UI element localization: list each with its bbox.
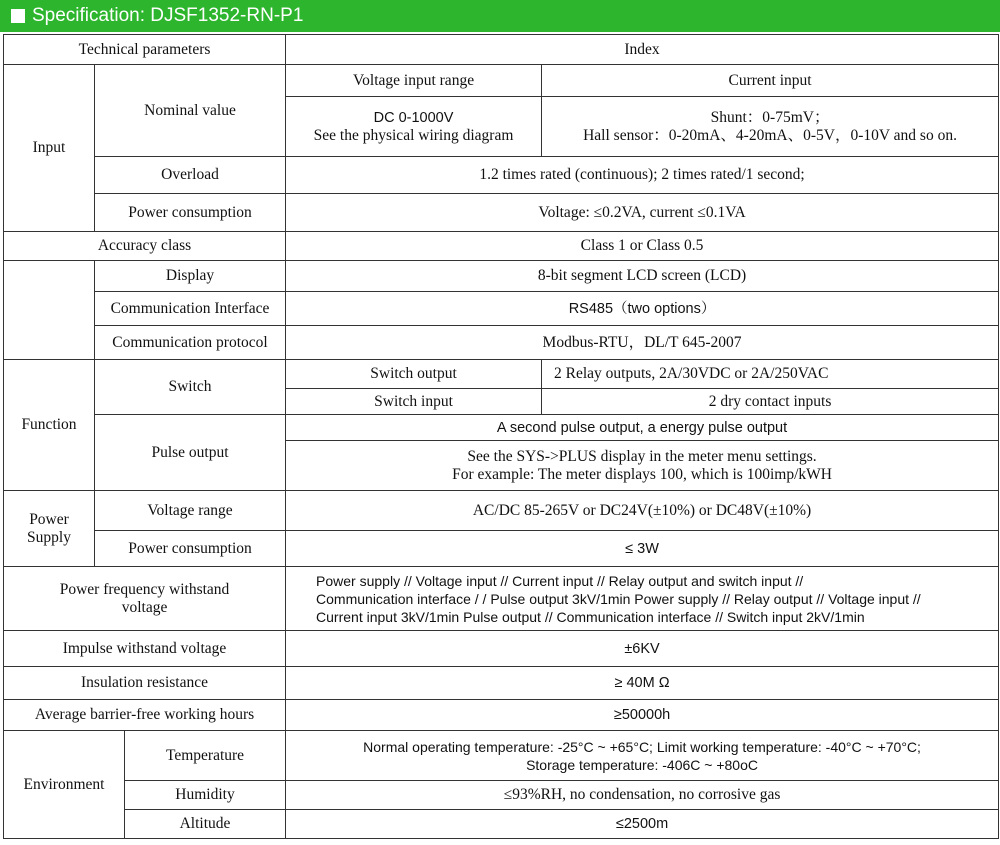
pulse-output-value-1: A second pulse output, a energy pulse output: [286, 415, 999, 441]
table-row: [4, 810, 999, 839]
table-row: [4, 567, 999, 631]
mtbf-label: Average barrier-free working hours: [4, 700, 286, 731]
ps-consumption-label: Power consumption: [95, 531, 286, 567]
humidity-value: ≤93%RH, no condensation, no corrosive gas: [286, 781, 999, 810]
overload-label: Overload: [95, 157, 286, 194]
table-row: [4, 157, 999, 194]
input-label: Input: [4, 65, 95, 232]
insulation-label: Insulation resistance: [4, 667, 286, 700]
table-row: [4, 232, 999, 261]
table-row: [4, 631, 999, 667]
temperature-value: Normal operating temperature: -25°C ~ +65°C; Limit working temperature: -40°C ~ +70°C; Storage temperature: -406C ~ +80oC: [286, 731, 999, 781]
spec-title: Specification: DJSF1352-RN-P1: [32, 5, 304, 26]
input-power-label: Power consumption: [95, 194, 286, 232]
impulse-label: Impulse withstand voltage: [4, 631, 286, 667]
current-input-value: Shunt：0-75mV； Hall sensor：0-20mA、4-20mA、0-5V，0-10V and so on.: [542, 97, 999, 157]
ps-voltage-value: AC/DC 85-265V or DC24V(±10%) or DC48V(±10%): [286, 491, 999, 531]
table-row: [4, 194, 999, 232]
switch-input-value: 2 dry contact inputs: [542, 389, 999, 415]
accuracy-value: Class 1 or Class 0.5: [286, 232, 999, 261]
display-value: 8-bit segment LCD screen (LCD): [286, 261, 999, 292]
switch-output-value: 2 Relay outputs, 2A/30VDC or 2A/250VAC: [542, 360, 999, 389]
withstand-label: Power frequency withstand voltage: [4, 567, 286, 631]
table-row: [4, 360, 999, 389]
table-row: [4, 65, 999, 97]
humidity-label: Humidity: [125, 781, 286, 810]
impulse-value: ±6KV: [286, 631, 999, 667]
pulse-output-value-2: See the SYS->PLUS display in the meter menu settings. For example: The meter displays 100, which is 100imp/kWH: [286, 441, 999, 491]
comm-protocol-value: Modbus-RTU，DL/T 645-2007: [286, 326, 999, 360]
comm-group-label: [4, 261, 95, 360]
table-row: [4, 326, 999, 360]
comm-protocol-label: Communication protocol: [95, 326, 286, 360]
table-row: [4, 531, 999, 567]
accuracy-label: Accuracy class: [4, 232, 286, 261]
voltage-range-head: Voltage input range: [286, 65, 542, 97]
withstand-value: Power supply // Voltage input // Current input // Relay output and switch input // Communication interface / / Pulse output 3kV/1min Power supply // Relay output // Voltage input // Current input 3kV/1min Pulse output // Communication interface // Switch input 2kV/1min: [286, 567, 999, 631]
table-row: [4, 292, 999, 326]
current-input-head: Current input: [542, 65, 999, 97]
comm-interface-value: RS485（two options）: [286, 292, 999, 326]
nominal-value-label: Nominal value: [95, 65, 286, 157]
display-label: Display: [95, 261, 286, 292]
environment-label: Environment: [4, 731, 125, 839]
table-row: [4, 731, 999, 781]
voltage-range-value: DC 0-1000V See the physical wiring diagram: [286, 97, 542, 157]
switch-label: Switch: [95, 360, 286, 415]
header-index: Index: [286, 35, 999, 65]
square-bullet-icon: [11, 9, 25, 23]
power-supply-label: Power Supply: [4, 491, 95, 567]
spec-table: [3, 34, 999, 839]
temperature-label: Temperature: [125, 731, 286, 781]
insulation-value: ≥ 40M Ω: [286, 667, 999, 700]
ps-voltage-label: Voltage range: [95, 491, 286, 531]
overload-value: 1.2 times rated (continuous); 2 times rated/1 second;: [286, 157, 999, 194]
switch-output-label: Switch output: [286, 360, 542, 389]
table-header-row: [4, 35, 999, 65]
table-row: [4, 781, 999, 810]
switch-input-label: Switch input: [286, 389, 542, 415]
ps-consumption-value: ≤ 3W: [286, 531, 999, 567]
table-row: [4, 415, 999, 441]
table-row: [4, 667, 999, 700]
table-row: [4, 261, 999, 292]
function-label: Function: [4, 360, 95, 491]
altitude-value: ≤2500m: [286, 810, 999, 839]
input-power-value: Voltage: ≤0.2VA, current ≤0.1VA: [286, 194, 999, 232]
mtbf-value: ≥50000h: [286, 700, 999, 731]
table-row: [4, 491, 999, 531]
header-tech-params: Technical parameters: [4, 35, 286, 65]
pulse-output-label: Pulse output: [95, 415, 286, 491]
table-row: [4, 700, 999, 731]
spec-header: [0, 0, 1000, 32]
comm-interface-label: Communication Interface: [95, 292, 286, 326]
altitude-label: Altitude: [125, 810, 286, 839]
